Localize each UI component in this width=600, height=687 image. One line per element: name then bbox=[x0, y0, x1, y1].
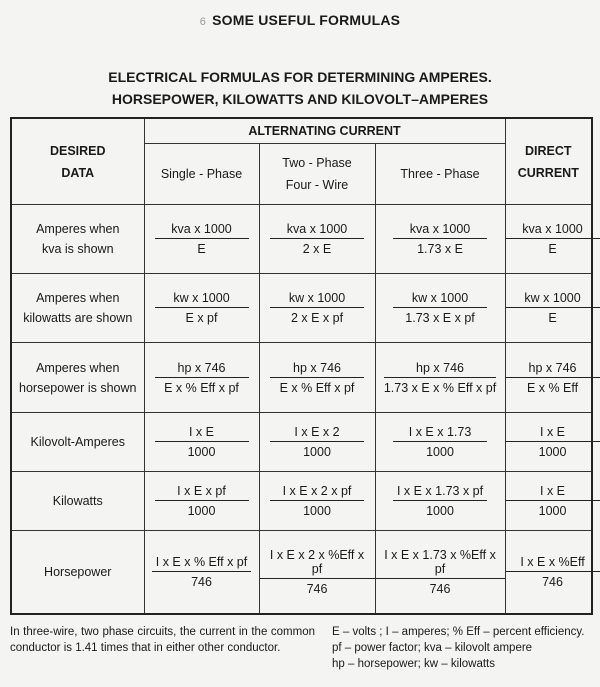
formula-cell bbox=[144, 343, 259, 412]
formula-cell bbox=[144, 274, 259, 343]
formula-fraction bbox=[270, 361, 364, 395]
formula-cell bbox=[375, 471, 505, 530]
formula-numerator: hp x 746 bbox=[384, 361, 496, 378]
formula-denominator: 1000 bbox=[426, 444, 454, 459]
row-label bbox=[11, 343, 144, 412]
formula-fraction bbox=[506, 361, 600, 395]
formula-denominator: E x % Eff x pf bbox=[279, 380, 355, 395]
formula-fraction bbox=[506, 425, 600, 459]
direct-current-header bbox=[505, 118, 592, 205]
formula-cell bbox=[259, 412, 375, 471]
desired-line-2: DATA bbox=[61, 165, 95, 180]
formula-fraction bbox=[155, 484, 249, 518]
formula-fraction bbox=[384, 361, 496, 395]
formula-denominator: 1000 bbox=[303, 444, 331, 459]
single-phase-header: Single - Phase bbox=[144, 144, 259, 205]
formula-denominator: 1000 bbox=[538, 444, 567, 459]
header-row-1 bbox=[11, 118, 592, 144]
table-heading bbox=[0, 66, 600, 110]
formula-cell bbox=[259, 343, 375, 412]
formula-numerator: I x E x 1.73 x pf bbox=[393, 484, 487, 501]
formula-denominator: 746 bbox=[191, 574, 212, 589]
row-label-line-1: Kilovolt-Amperes bbox=[30, 434, 125, 449]
formula-denominator: E x % Eff bbox=[526, 380, 579, 395]
formula-numerator: kva x 1000 bbox=[393, 222, 487, 239]
formula-fraction bbox=[506, 222, 600, 256]
formula-fraction bbox=[270, 222, 364, 256]
formula-fraction bbox=[393, 425, 487, 459]
formula-cell bbox=[505, 530, 592, 614]
formula-cell bbox=[144, 412, 259, 471]
formula-fraction bbox=[270, 291, 364, 325]
legend-line-2: pf – power factor; kva – kilovolt ampere bbox=[332, 642, 533, 654]
formula-numerator: I x E x % Eff x pf bbox=[152, 555, 251, 572]
formula-numerator: I x E bbox=[506, 425, 600, 442]
formula-numerator: kva x 1000 bbox=[270, 222, 364, 239]
formula-fraction bbox=[155, 291, 249, 325]
formula-cell bbox=[144, 471, 259, 530]
formula-numerator: I x E x 2 x %Eff x pf bbox=[260, 548, 375, 579]
formula-cell bbox=[144, 530, 259, 614]
dc-line-2: CURRENT bbox=[517, 165, 579, 180]
row-label bbox=[11, 530, 144, 614]
row-label-line-1: Amperes when bbox=[36, 291, 120, 306]
row-label bbox=[11, 471, 144, 530]
formula-cell bbox=[505, 274, 592, 343]
formula-fraction bbox=[393, 291, 487, 325]
formula-numerator: I x E x 2 bbox=[270, 425, 364, 442]
formula-numerator: I x E x pf bbox=[155, 484, 249, 501]
dc-line-1: DIRECT bbox=[525, 143, 572, 158]
formula-fraction bbox=[152, 555, 251, 589]
desired-data-header bbox=[11, 118, 144, 205]
formula-numerator: kw x 1000 bbox=[270, 291, 364, 308]
formula-table bbox=[10, 117, 593, 615]
table-row bbox=[11, 412, 592, 471]
formula-fraction bbox=[270, 484, 364, 518]
formula-fraction bbox=[393, 484, 487, 518]
formula-cell bbox=[259, 274, 375, 343]
formula-denominator: 746 bbox=[429, 581, 451, 596]
formula-numerator: I x E bbox=[506, 484, 600, 501]
formula-numerator: I x E x %Eff bbox=[506, 555, 600, 572]
formula-cell bbox=[505, 471, 592, 530]
formula-cell bbox=[259, 205, 375, 274]
formula-numerator: hp x 746 bbox=[506, 361, 600, 378]
formula-fraction bbox=[376, 548, 505, 596]
page-title-text: SOME USEFUL FORMULAS bbox=[212, 12, 401, 28]
alternating-current-header: ALTERNATING CURRENT bbox=[144, 118, 505, 144]
formula-denominator: 1000 bbox=[426, 503, 454, 518]
row-label bbox=[11, 205, 144, 274]
formula-cell bbox=[375, 343, 505, 412]
formula-cell bbox=[375, 412, 505, 471]
formula-fraction bbox=[393, 222, 487, 256]
table-row bbox=[11, 471, 592, 530]
footer-note: In three-wire, two phase circuits, the current in the common conductor is 1.41 times that in either other conductor. bbox=[10, 626, 315, 654]
heading-line-2: HORSEPOWER, KILOWATTS AND KILOVOLT–AMPERES bbox=[111, 91, 489, 107]
legend-line-3: hp – horsepower; kw – kilowatts bbox=[332, 658, 495, 670]
formula-cell bbox=[144, 205, 259, 274]
formula-denominator: 2 x E x pf bbox=[290, 311, 344, 326]
row-label-line-1: Amperes when bbox=[36, 360, 120, 375]
formula-denominator: 746 bbox=[542, 574, 563, 589]
formula-denominator: 1000 bbox=[187, 444, 216, 459]
formula-denominator: 1000 bbox=[303, 503, 331, 518]
desired-line-1: DESIRED bbox=[49, 143, 106, 158]
table-row bbox=[11, 343, 592, 412]
formula-cell bbox=[505, 343, 592, 412]
formula-numerator: kva x 1000 bbox=[506, 222, 600, 239]
formula-numerator: kva x 1000 bbox=[155, 222, 249, 239]
formula-cell bbox=[259, 471, 375, 530]
formula-denominator: 1000 bbox=[538, 503, 567, 518]
legend-line-1: E – volts ; I – amperes; % Eff – percent efficiency. bbox=[332, 626, 585, 638]
row-label bbox=[11, 412, 144, 471]
formula-denominator: E bbox=[548, 311, 557, 326]
formula-denominator: E bbox=[197, 242, 206, 257]
formula-denominator: 746 bbox=[306, 581, 328, 596]
formula-numerator: I x E x 1.73 bbox=[393, 425, 487, 442]
row-label-line-1: Horsepower bbox=[44, 564, 112, 579]
row-label-line-2: kilowatts are shown bbox=[23, 311, 133, 326]
formula-cell bbox=[375, 274, 505, 343]
formula-cell bbox=[505, 205, 592, 274]
formula-denominator: 1000 bbox=[187, 503, 216, 518]
formula-fraction bbox=[506, 484, 600, 518]
formula-fraction bbox=[260, 548, 375, 596]
formula-denominator: 1.73 x E x % Eff x pf bbox=[383, 380, 497, 395]
formula-cell bbox=[375, 205, 505, 274]
formula-denominator: E x % Eff x pf bbox=[164, 380, 239, 395]
two-phase-line-2: Four - Wire bbox=[285, 178, 349, 192]
formula-numerator: I x E x 1.73 x %Eff x pf bbox=[376, 548, 505, 579]
formula-fraction bbox=[155, 425, 249, 459]
formula-numerator: kw x 1000 bbox=[155, 291, 249, 308]
formula-numerator: hp x 746 bbox=[155, 361, 249, 378]
formula-cell bbox=[505, 412, 592, 471]
formula-fraction bbox=[155, 361, 249, 395]
formula-denominator: 2 x E bbox=[302, 242, 332, 257]
formula-numerator: kw x 1000 bbox=[393, 291, 487, 308]
row-label bbox=[11, 274, 144, 343]
formula-cell bbox=[259, 530, 375, 614]
footer-legend bbox=[332, 624, 600, 672]
table-row bbox=[11, 530, 592, 614]
two-phase-line-1: Two - Phase bbox=[282, 156, 352, 170]
formula-denominator: E x pf bbox=[185, 311, 218, 326]
two-phase-header bbox=[259, 144, 375, 205]
row-label-line-2: kva is shown bbox=[41, 242, 114, 257]
row-label-line-1: Amperes when bbox=[36, 222, 120, 237]
formula-cell bbox=[375, 530, 505, 614]
formula-fraction bbox=[506, 555, 600, 589]
table-row bbox=[11, 274, 592, 343]
heading-line-1: ELECTRICAL FORMULAS FOR DETERMINING AMPERES. bbox=[108, 69, 492, 85]
page-mark: 6 bbox=[199, 16, 207, 28]
three-phase-header: Three - Phase bbox=[375, 144, 505, 205]
formula-fraction bbox=[506, 291, 600, 325]
formula-numerator: kw x 1000 bbox=[506, 291, 600, 308]
formula-denominator: 1.73 x E x pf bbox=[405, 311, 475, 326]
row-label-line-1: Kilowatts bbox=[52, 493, 103, 508]
formula-denominator: E bbox=[548, 242, 557, 257]
page-title bbox=[0, 12, 600, 28]
formula-fraction bbox=[155, 222, 249, 256]
formula-fraction bbox=[270, 425, 364, 459]
formula-denominator: 1.73 x E bbox=[417, 242, 463, 257]
formula-numerator: I x E bbox=[155, 425, 249, 442]
formula-numerator: I x E x 2 x pf bbox=[270, 484, 364, 501]
formula-numerator: hp x 746 bbox=[270, 361, 364, 378]
row-label-line-2: horsepower is shown bbox=[19, 380, 137, 395]
table-row bbox=[11, 205, 592, 274]
